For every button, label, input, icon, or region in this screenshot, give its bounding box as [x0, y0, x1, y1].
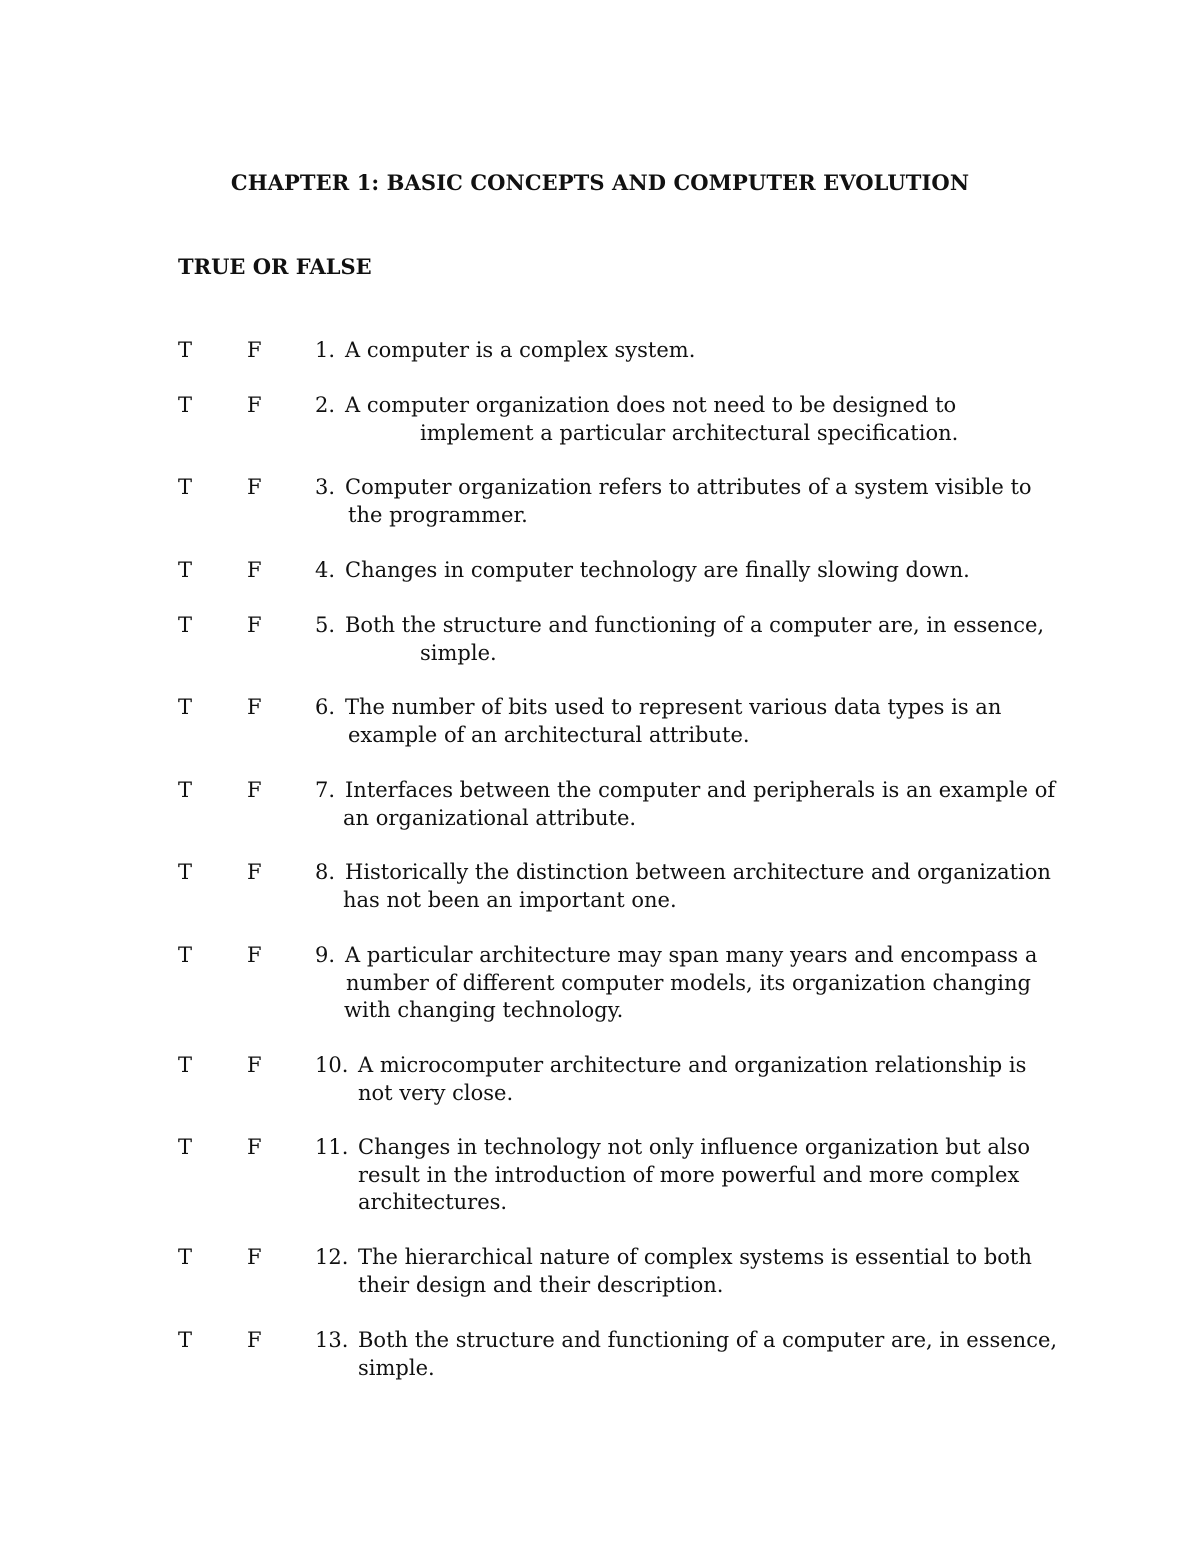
question-text: Both the structure and functioning of a computer are, in essence,: [345, 613, 1045, 637]
question-text: Historically the distinction between architecture and organization: [345, 860, 1051, 884]
true-option: T: [178, 695, 193, 719]
question-number: 3.: [315, 475, 336, 499]
question-text: Changes in computer technology are finally slowing down.: [345, 558, 970, 582]
false-option: F: [247, 475, 262, 499]
true-option: T: [178, 1328, 193, 1352]
false-option: F: [247, 338, 262, 362]
question-text-continuation: the programmer.: [348, 502, 528, 527]
question-text: Changes in technology not only influence organization but also: [358, 1135, 1031, 1159]
question-item: [0, 337, 1200, 365]
question-text-continuation: implement a particular architectural specification.: [420, 420, 959, 445]
false-option: F: [247, 1135, 262, 1159]
question-text-continuation: their design and their description.: [358, 1272, 724, 1297]
false-option: F: [247, 558, 262, 582]
question-text: A computer organization does not need to be designed to: [345, 393, 957, 417]
section-heading: TRUE OR FALSE: [178, 254, 372, 279]
question-item: [0, 474, 1200, 529]
question-number: 4.: [315, 558, 336, 582]
question-text: The number of bits used to represent various data types is an: [345, 695, 1002, 719]
question-number: 6.: [315, 695, 336, 719]
true-option: T: [178, 943, 193, 967]
false-option: F: [247, 695, 262, 719]
question-text-continuation: architectures.: [358, 1190, 508, 1214]
question-item: [0, 392, 1200, 447]
false-option: F: [247, 1245, 262, 1269]
true-option: T: [178, 393, 193, 417]
question-number: 8.: [315, 860, 336, 884]
question-item: [0, 1327, 1200, 1382]
question-text: Computer organization refers to attributes of a system visible to: [345, 475, 1032, 499]
true-option: T: [178, 613, 193, 637]
question-item: [0, 557, 1200, 585]
question-item: [0, 612, 1200, 667]
question-number: 9.: [315, 943, 336, 967]
question-text: A computer is a complex system.: [345, 338, 696, 362]
question-text-continuation: example of an architectural attribute.: [348, 722, 750, 747]
false-option: F: [247, 860, 262, 884]
question-text-continuation: not very close.: [358, 1080, 514, 1105]
question-item: [0, 777, 1200, 832]
question-number: 5.: [315, 613, 336, 637]
false-option: F: [247, 778, 262, 802]
true-option: T: [178, 778, 193, 802]
question-text-continuation: an organizational attribute.: [343, 805, 637, 830]
question-item: [0, 1134, 1200, 1217]
question-text-continuation: number of different computer models, its organization changing: [346, 970, 1031, 995]
question-text: A particular architecture may span many years and encompass a: [345, 943, 1038, 967]
true-option: T: [178, 338, 193, 362]
true-option: T: [178, 1053, 193, 1077]
question-item: [0, 942, 1200, 1025]
true-option: T: [178, 1245, 193, 1269]
false-option: F: [247, 943, 262, 967]
question-text: The hierarchical nature of complex systems is essential to both: [358, 1245, 1032, 1269]
false-option: F: [247, 1053, 262, 1077]
question-text-continuation: simple.: [358, 1355, 435, 1380]
question-number: 1.: [315, 338, 336, 362]
true-option: T: [178, 558, 193, 582]
question-item: [0, 694, 1200, 749]
question-text: Interfaces between the computer and peripherals is an example of: [345, 778, 1056, 802]
question-number: 13.: [315, 1328, 349, 1352]
question-number: 11.: [315, 1135, 349, 1159]
question-text-continuation: result in the introduction of more powerful and more complex: [358, 1162, 1020, 1187]
false-option: F: [247, 613, 262, 637]
page-title: CHAPTER 1: BASIC CONCEPTS AND COMPUTER EVOLUTION: [230, 170, 970, 195]
question-text-continuation: with changing technology.: [344, 998, 624, 1022]
question-item: [0, 859, 1200, 914]
question-number: 2.: [315, 393, 336, 417]
true-option: T: [178, 475, 193, 499]
question-number: 12.: [315, 1245, 349, 1269]
question-item: [0, 1244, 1200, 1299]
question-number: 10.: [315, 1053, 349, 1077]
true-option: T: [178, 860, 193, 884]
question-number: 7.: [315, 778, 336, 802]
question-text-continuation: simple.: [420, 640, 497, 665]
question-text-continuation: has not been an important one.: [343, 887, 677, 912]
question-text: A microcomputer architecture and organization relationship is: [358, 1053, 1027, 1077]
true-option: T: [178, 1135, 193, 1159]
question-text: Both the structure and functioning of a computer are, in essence,: [358, 1328, 1058, 1352]
question-item: [0, 1052, 1200, 1107]
false-option: F: [247, 1328, 262, 1352]
false-option: F: [247, 393, 262, 417]
